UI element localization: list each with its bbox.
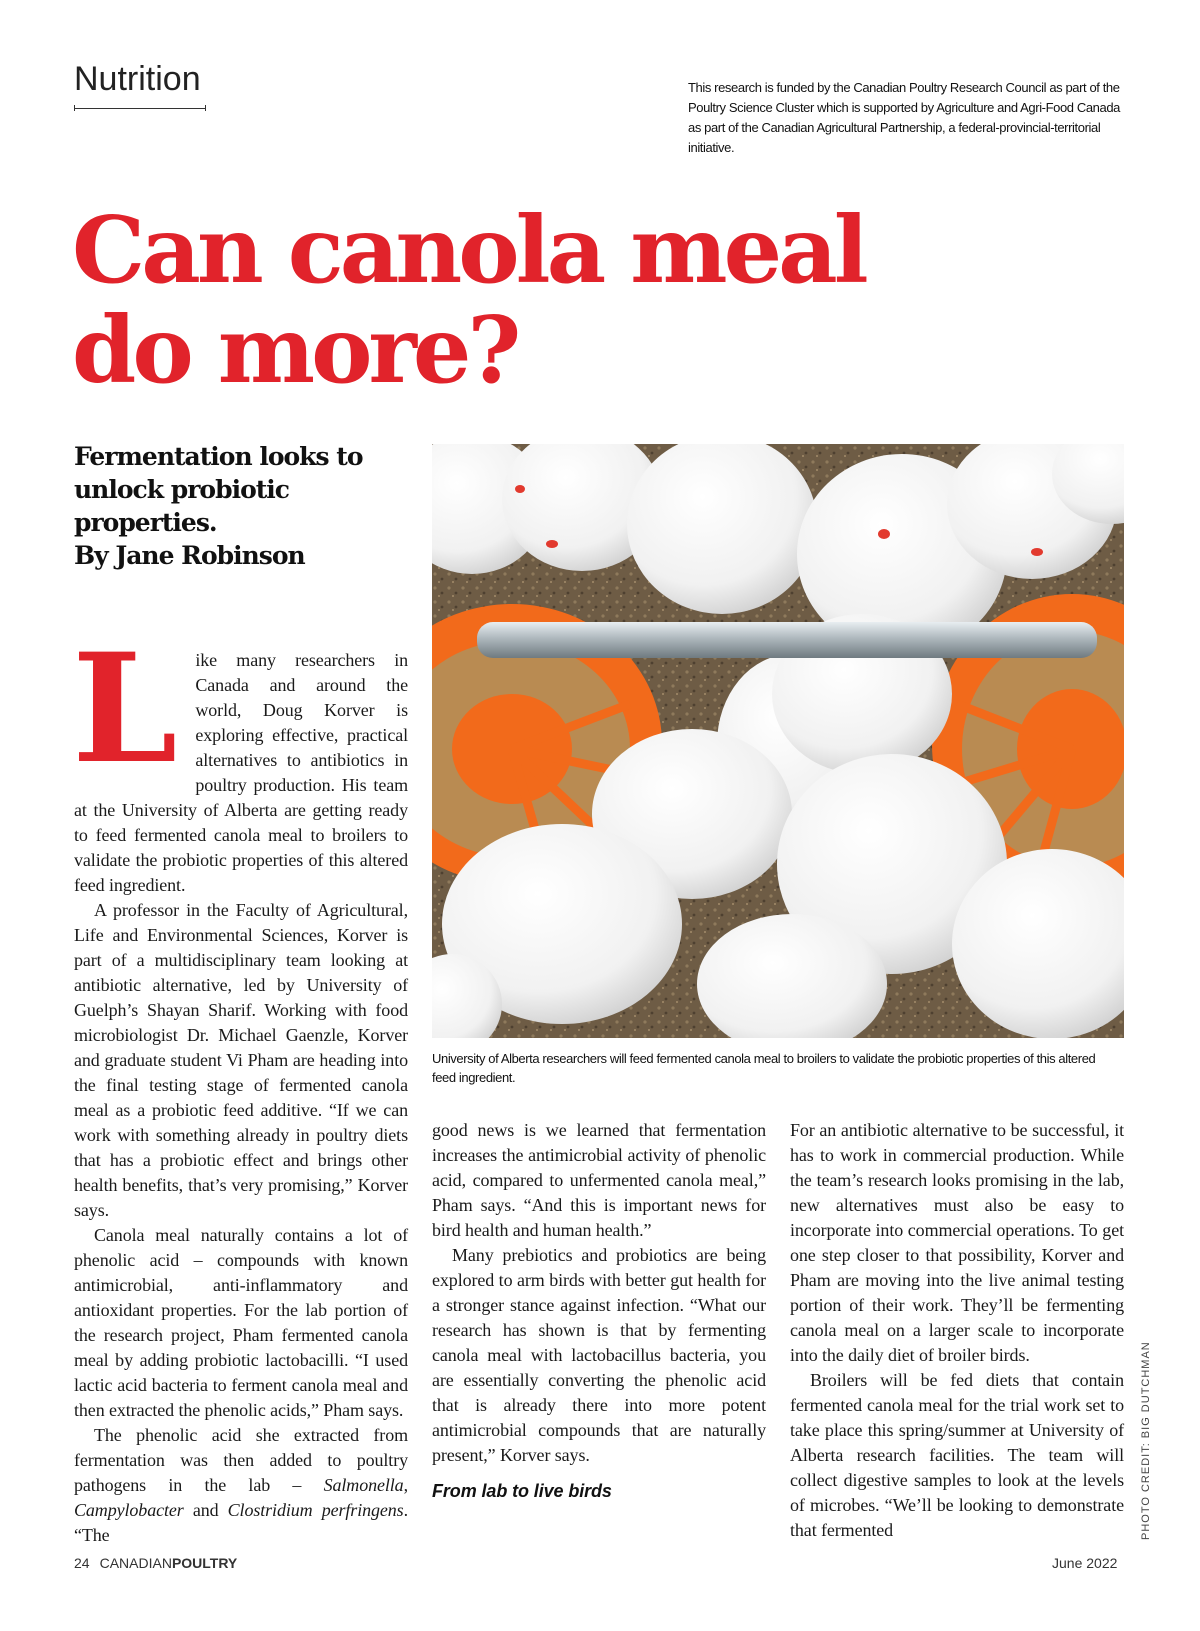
- paragraph-6: Many prebiotics and probiotics are being explored to arm birds with better gut health for a stronger stance against infection. “What our research has shown is that by fermenting canola meal with lactobacillus bacteria, you are essentially converting the phenolic acid that is already there into more potent antimicrobial compounds that are naturally present,” Korver says.: [432, 1245, 766, 1465]
- paragraph-4-start: The phenolic acid she extracted from fermentation was then added to poultry pathogens in the lab –: [74, 1425, 408, 1495]
- photo-caption: University of Alberta researchers will feed fermented canola meal to broilers to validate the probiotic properties of this altered feed ingredient.: [432, 1051, 1096, 1085]
- funding-note: This research is funded by the Canadian Poultry Research Council as part of the Poultry Science Cluster which is supported by Agriculture and Agri-Food Canada as part of the Canadian Agricultural Partnership, a federal-provincial-territorial initiative.: [688, 80, 1120, 155]
- pathogen-salmonella: Salmonella: [323, 1475, 404, 1495]
- footer-left: [74, 1555, 237, 1571]
- paragraph-4: [74, 1423, 408, 1548]
- paragraph-1: ike many researchers in Canada and around the world, Doug Korver is exploring effective, practical alternatives to antibiotics in poultry production. His team at the University of Alberta are getting ready to feed fermented canola meal to broilers to validate the probiotic properties of this altered feed ingredient.: [74, 650, 408, 895]
- paragraph-5: good news is we learned that fermentation increases the antimicrobial activity of phenolic acid, compared to unfermented canola meal,” Pham says. “And this is important news for bird health and human health.”: [432, 1120, 766, 1240]
- column-2: [432, 1118, 766, 1504]
- deck: [74, 440, 414, 572]
- chickens-photo: [432, 444, 1124, 1038]
- paragraph-7-continued: For an antibiotic alternative to be successful, it has to work in commercial production. While the team’s research looks promising in the lab, new alternatives must also be easy to incorporate into commercial operations. To get one step closer to that possibility, Korver and Pham are moving into the live animal testing portion of their work. They’ll be fermenting canola meal on a larger scale to incorporate into the daily diet of broiler birds.: [790, 1120, 1124, 1365]
- column-3: [790, 1118, 1124, 1543]
- pathogen-campylobacter: Campylobacter: [74, 1500, 184, 1520]
- paragraph-3: Canola meal naturally contains a lot of phenolic acid – compounds with known antimicrobial, anti-inflammatory and antioxidant properties. For the lab portion of the research project, Pham fermented canola meal by adding probiotic lactobacilli. “I used lactic acid bacteria to ferment canola meal and then extracted the phenolic acids,” Pham says.: [74, 1225, 408, 1420]
- byline: By Jane Robinson: [74, 541, 305, 570]
- subhead: From lab to live birds: [432, 1481, 612, 1501]
- publication-bold: POULTRY: [171, 1555, 238, 1571]
- publication-light: CANADIAN: [99, 1555, 172, 1571]
- paragraph-2: A professor in the Faculty of Agricultural, Life and Environmental Sciences, Korver is part of a multidisciplinary team looking at antibiotic alternative, led by University of Guelph’s Shayan Sharif. Working with food microbiologist Dr. Michael Gaenzle, Korver and graduate student Vi Pham are heading into the final testing stage of fermented canola meal as a probiotic feed additive. “If we can work with something already in poultry diets that has a probiotic effect and brings other health benefits, that’s very promising,” Korver says.: [74, 900, 408, 1220]
- paragraph-4-sep1: ,: [403, 1475, 408, 1495]
- drop-cap: L: [72, 621, 178, 797]
- column-1: [72, 621, 408, 1548]
- headline: [72, 196, 1132, 404]
- publication-name: [100, 1555, 238, 1571]
- deck-subtitle: Fermentation looks to unlock probiotic properties.: [74, 442, 363, 537]
- issue-date: June 2022: [1052, 1555, 1118, 1571]
- paragraph-8: Broilers will be fed diets that contain fermented canola meal for the trial work set to take place this spring/summer at University of Alberta research facilities. The team will collect digestive samples to look at the levels of microbes. “We’ll be looking to demonstrate that fermented: [790, 1370, 1124, 1540]
- paragraph-4-sep2: and: [183, 1500, 228, 1520]
- headline-line-2: do more?: [72, 296, 518, 404]
- section-rule: [74, 108, 206, 109]
- photo-credit: PHOTO CREDIT: BIG DUTCHMAN: [1140, 1341, 1152, 1540]
- headline-line-1: Can canola meal: [72, 196, 865, 304]
- chickens-photo-illustration: [432, 444, 1124, 1038]
- pathogen-clostridium: Clostridium perfringens: [227, 1500, 404, 1520]
- paragraph-4-end: . “The: [74, 1500, 408, 1545]
- feed-pipe: [477, 622, 1097, 658]
- page-number: 24: [74, 1555, 90, 1571]
- section-label: Nutrition: [74, 60, 201, 98]
